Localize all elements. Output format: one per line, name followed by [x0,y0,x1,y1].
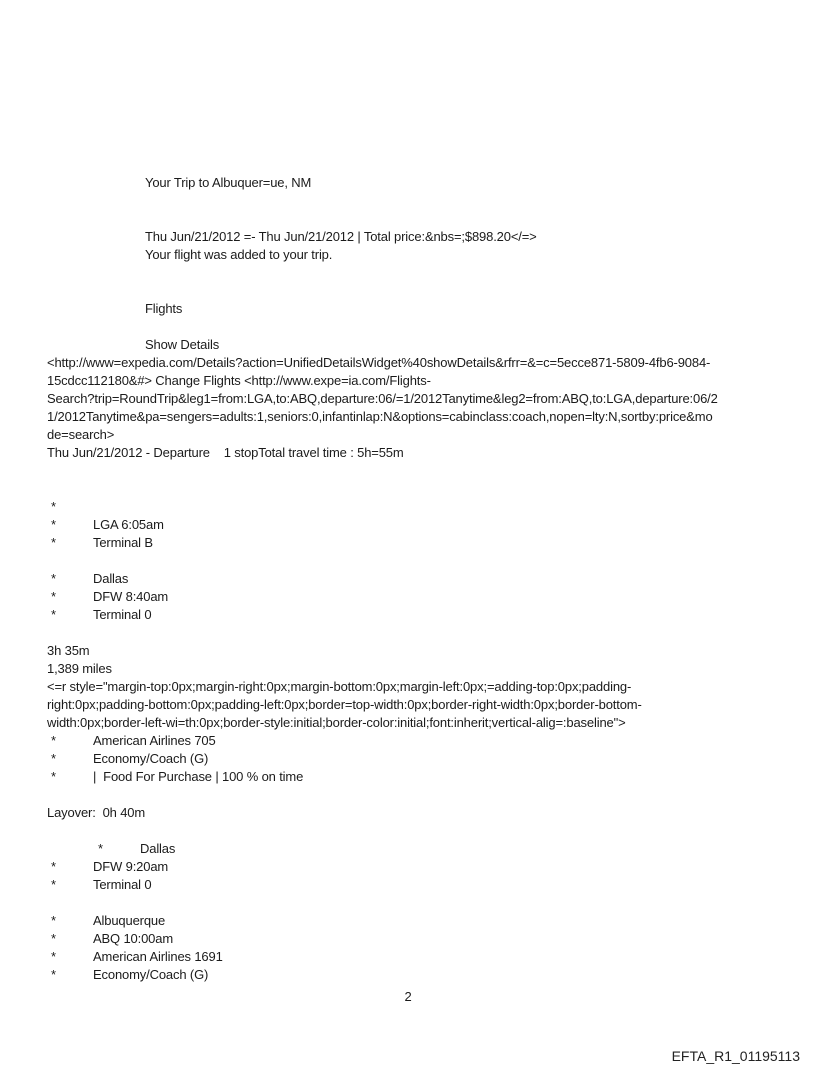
amenities [47,768,810,786]
show-details-label: Show Details [145,337,220,352]
style-artifact-text: right:0px;padding-bottom:0px;padding-left:0px;border=top-width:0px;border-right-width:0px;border-bottom- [47,697,642,712]
blank-line [47,822,810,840]
bullet-item-text: Economy/Coach (G) [93,751,209,766]
depart-city [47,840,810,858]
bullet-item-text: Terminal 0 [93,877,152,892]
bullet-marker: * [51,499,56,514]
blank-line [47,192,810,210]
arrive-city [47,570,810,588]
depart-airport-time [47,858,810,876]
bullet-item-text: ABQ 10:00am [93,931,174,946]
blank-line [47,786,810,804]
flight-added-message: Your flight was added to your trip. [145,247,333,262]
bullet-item-text: Dallas [140,841,176,856]
bullet-marker: * [51,913,56,928]
bullet-marker: * [51,769,56,784]
change-flights-url-text: 15cdcc112180&#> Change Flights <http://www.expe=ia.com/Flights- [47,373,431,388]
style-artifact-text: <=r style="margin-top:0px;margin-right:0px;margin-bottom:0px;margin-left:0px;=adding-top:0px;padding- [47,679,632,694]
flights-section-header: Flights [145,301,183,316]
bullet-marker: * [51,949,56,964]
blank-line [47,894,810,912]
layover-duration: Layover: 0h 40m [47,805,146,820]
bullet-marker: * [51,859,56,874]
blank-line [47,552,810,570]
bullet-item-text: Terminal 0 [93,607,152,622]
airline-flight-number [47,732,810,750]
departure-summary: Thu Jun/21/2012 - Departure 1 stopTotal travel time : 5h=55m [47,445,404,460]
bullet-marker: * [51,517,56,532]
blank-line [47,624,810,642]
bullet-item-text: DFW 8:40am [93,589,169,604]
bullet-marker: * [51,931,56,946]
blank-line [47,210,810,228]
bullet-marker: * [98,841,103,856]
bullet-item-text: American Airlines 705 [93,733,216,748]
bullet-marker: * [51,571,56,586]
segment-duration: 3h 35m [47,643,90,658]
bullet-marker: * [51,751,56,766]
bullet-item-text: LGA 6:05am [93,517,164,532]
details-url-text: <http://www=expedia.com/Details?action=UnifiedDetailsWidget%40showDetails&rfrr=&=c=5ecce871-5809-4fb6-9084- [47,355,711,370]
page-number: 2 [404,989,412,1004]
depart-airport-time [47,516,810,534]
bullet-marker: * [51,967,56,982]
depart-terminal [47,876,810,894]
cabin-class [47,750,810,768]
bullet-marker: * [51,535,56,550]
bullet-marker: * [51,607,56,622]
style-artifact-text: width:0px;border-left-wi=th:0px;border-style:initial;border-color:initial;font:inherit;vertical-alig=:baseline"> [47,715,626,730]
depart-terminal [47,534,810,552]
search-url-text: 1/2012Tanytime&pa=sengers=adults:1,seniors:0,infantinlap:N&options=cabinclass:coach,nopen=lty:N,sortby:price&mo [47,409,713,424]
bullet-item-text: DFW 9:20am [93,859,169,874]
bullet-item-text: Terminal B [93,535,153,550]
segment-distance: 1,389 miles [47,661,112,676]
bullet-marker: * [51,877,56,892]
trip-dates-price: Thu Jun/21/2012 =- Thu Jun/21/2012 | Total price:&nbs=;$898.20</=> [145,229,537,244]
cabin-class [47,966,810,984]
bullet-item-text: Economy/Coach (G) [93,967,209,982]
blank-line [47,480,810,498]
bullet-item-text: Dallas [93,571,129,586]
arrive-terminal [47,606,810,624]
bullet-item-text: American Airlines 1691 [93,949,223,964]
bullet-marker: * [51,589,56,604]
blank-line [47,282,810,300]
bullet-marker: * [51,733,56,748]
bullet-item-text: | Food For Purchase | 100 % on time [93,769,304,784]
search-url-text: Search?trip=RoundTrip&leg1=from:LGA,to:ABQ,departure:06/=1/2012Tanytime&leg2=from:ABQ,to:LGA,departure:06/2 [47,391,718,406]
bullet-item-text: Albuquerque [93,913,166,928]
arrive-airport-time [47,930,810,948]
arrive-city [47,912,810,930]
blank-line [47,318,810,336]
document-body [47,174,810,984]
flight-detail-item [47,498,810,516]
bates-number: EFTA_R1_01195113 [671,1048,800,1064]
search-url-text: de=search> [47,427,115,442]
trip-title: Your Trip to Albuquer=ue, NM [145,175,312,190]
blank-line [47,264,810,282]
blank-line [47,462,810,480]
arrive-airport-time [47,588,810,606]
airline-flight-number [47,948,810,966]
